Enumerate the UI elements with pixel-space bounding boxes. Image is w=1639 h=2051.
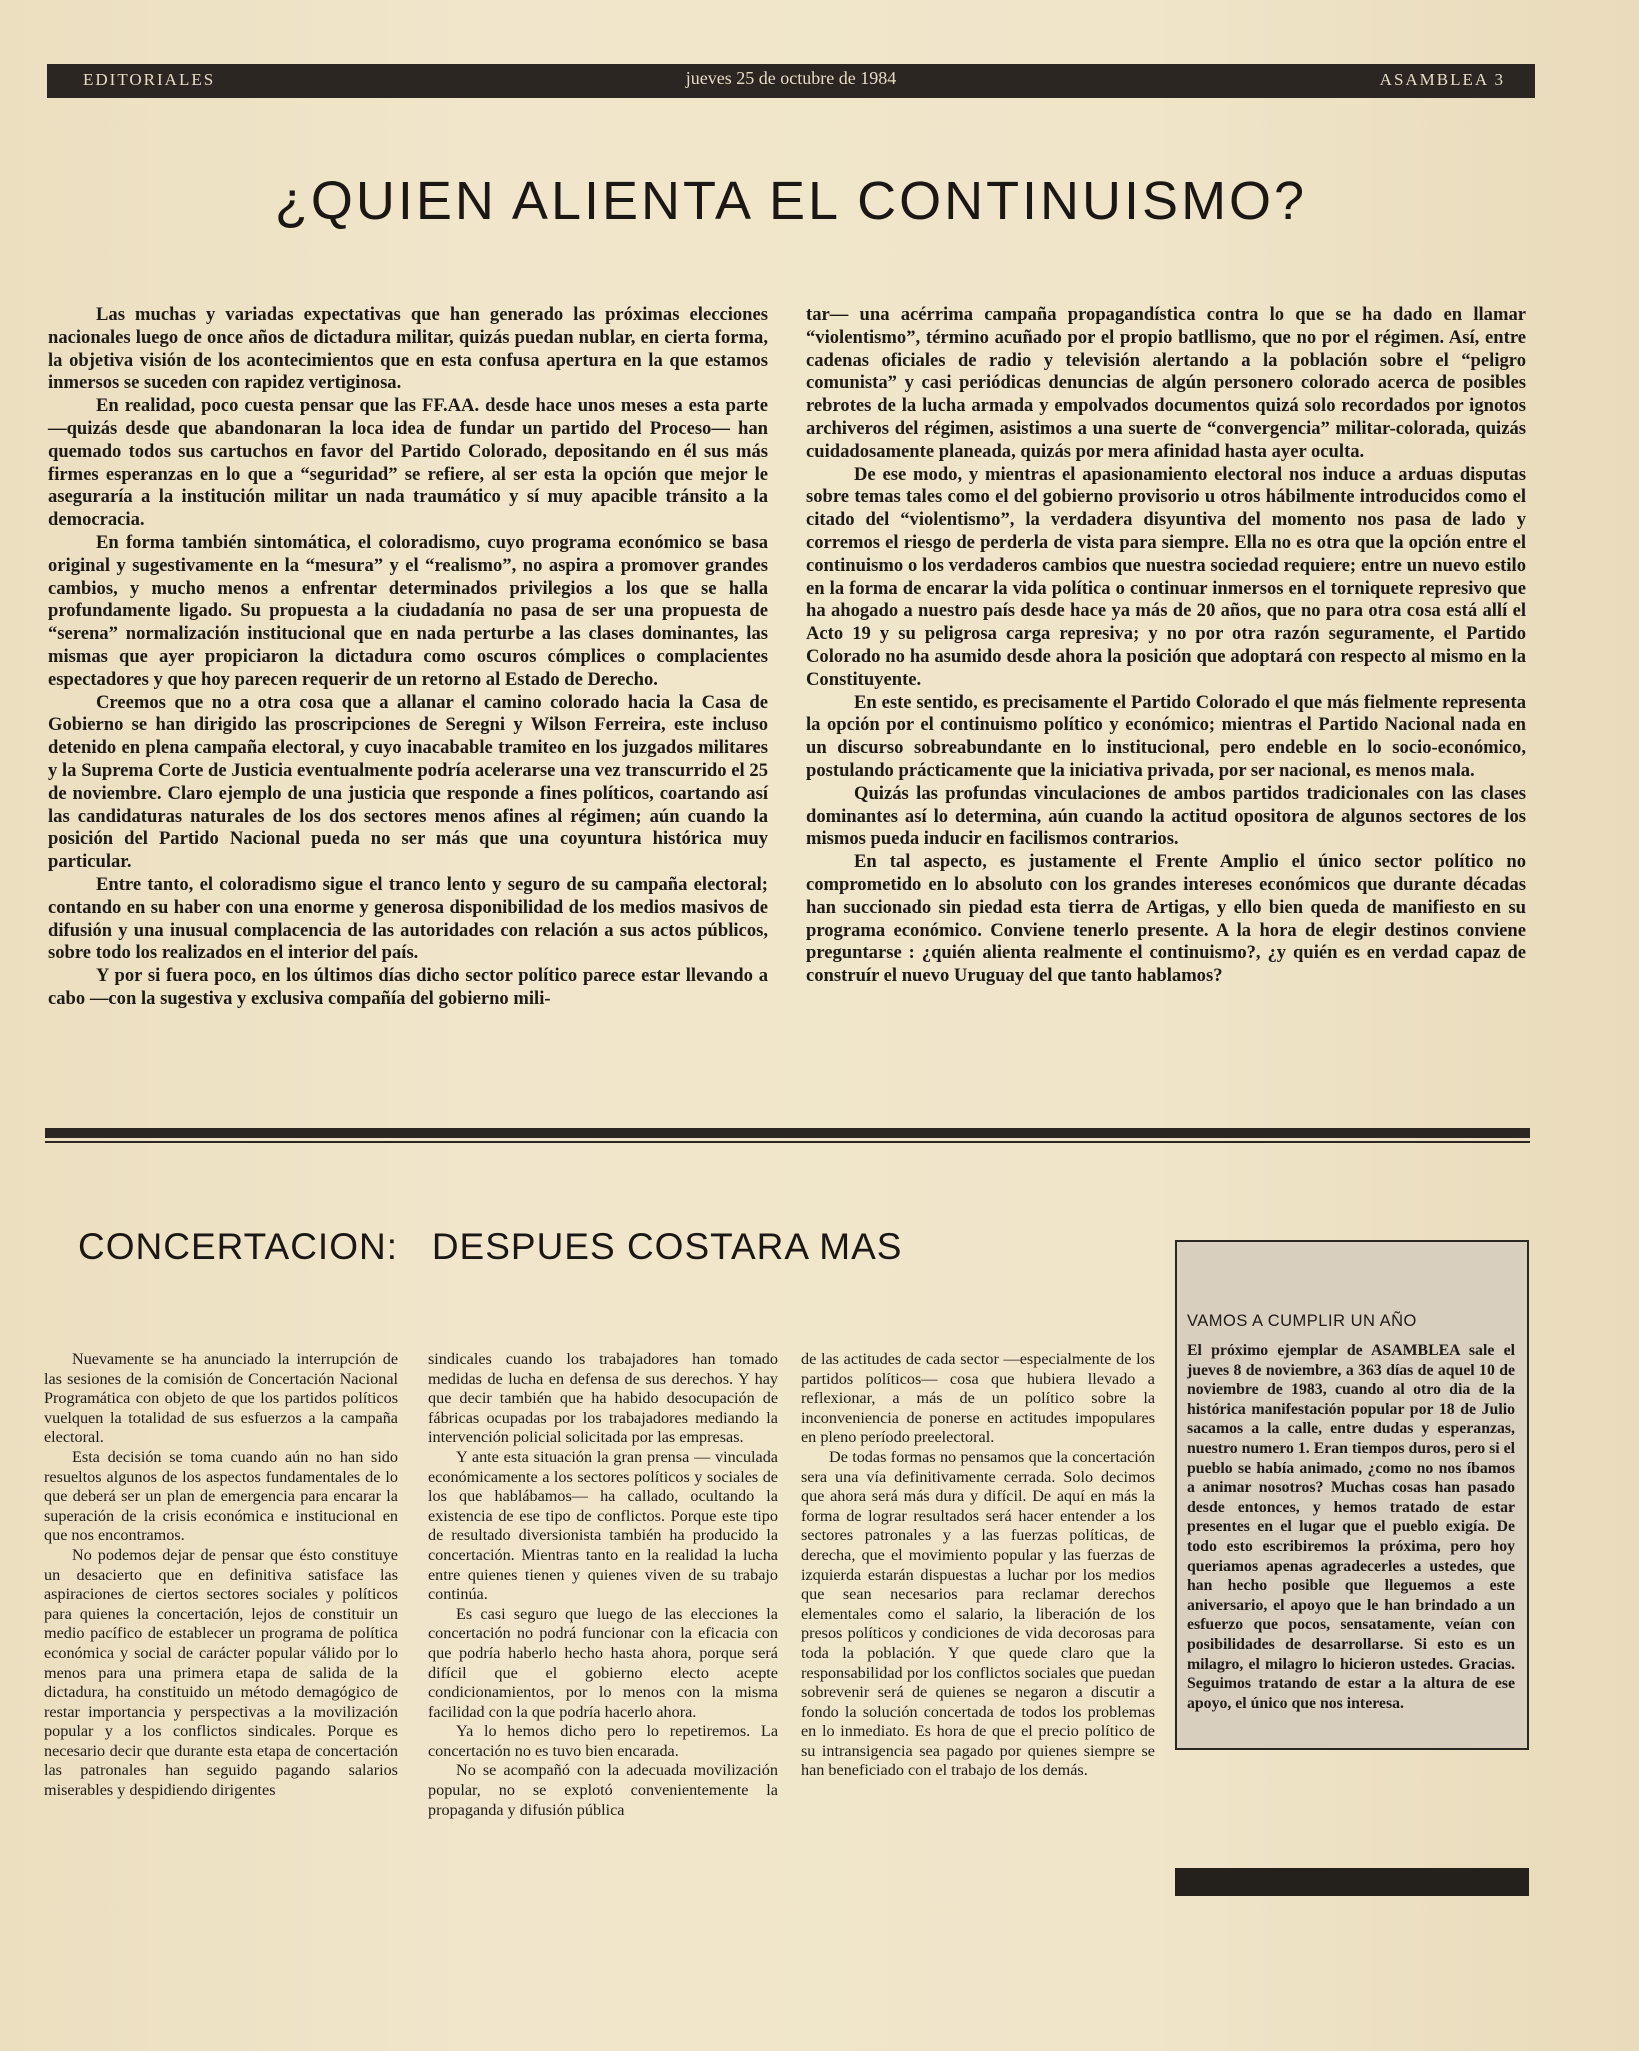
- paragraph: No podemos dejar de pensar que ésto constituye un desacierto que en definitiva satisface las aspiraciones de ciertos sectores sociales y políticos para quienes la concertación, lejos de constituir un medio pacífico de establecer un programa de política económica y social de carácter popular válido por lo menos para una primera etapa de salida de la dictadura, ha constituido un método demagógico de restar importancia y perspectivas a la movilización popular y a los conflictos sindicales. Porque es necesario decir que durante esta etapa de concertación las patronales han seguido pagando salarios miserables y despidiendo dirigentes: [44, 1545, 398, 1800]
- article-column-3: [801, 1350, 1155, 1781]
- paragraph: De todas formas no pensamos que la concertación sera una vía definitivamente cerrada. Solo decimos que ahora será más dura y difícil. De aquí en más la forma de lograr resultados será hacer entender a los sectores patronales y a las fuerzas políticas, de derecha, que el movimiento popular y las fuerzas de izquierda estarán dispuestas a luchar por los medios que sean necesarios para reclamar derechos elementales como el salario, la liberación de los presos políticos y condiciones de vida decorosas para toda la población. Y que quede claro que la responsabilidad por los conflictos sociales que puedan sobrevenir será de quienes se negaron a discutir a fondo la solución concertada de todos los problemas en lo inmediato. Es hora de que el precio político de su intransigencia sea pagado por quienes siempre se han beneficiado con el trabajo de los demás.: [801, 1447, 1155, 1780]
- page-header-bar: [47, 64, 1535, 98]
- article-column-2: [428, 1350, 778, 1820]
- paragraph: En tal aspecto, es justamente el Frente Amplio el único sector político no comprometido en lo absoluto con los grandes intereses económicos que durante décadas han succionado sin piedad esta tierra de Artigas, y ello bien queda de manifiesto en su programa económico. Conviene tenerlo presente. A la hora de elegir destinos conviene preguntarse : ¿quién alienta realmente el continuismo?, ¿y quién es en verdad capaz de construír el nuevo Uruguay del que tanto hablamos?: [806, 851, 1526, 987]
- paragraph: Creemos que no a otra cosa que a allanar el camino colorado hacia la Casa de Gobierno se han dirigido las proscripciones de Seregni y Wilson Ferreira, este incluso detenido en plena campaña electoral, y cuyo inacabable tramiteo en los juzgados militares y la Suprema Corte de Justicia eventualmente podría acelerarse una vez transcurrido el 25 de noviembre. Claro ejemplo de una justicia que responde a fines políticos, coartando así las candidaturas naturales de los dos sectores menos afines al régimen; aún cuando la posición del Partido Nacional pueda no ser más que una coyuntura histórica muy particular.: [48, 691, 768, 873]
- paragraph: Nuevamente se ha anunciado la interrupción de las sesiones de la comisión de Concertación Nacional Programática con objeto de que los partidos políticos vuelquen la totalidad de sus esfuerzos a la campaña electoral.: [44, 1350, 398, 1447]
- paragraph: Ya lo hemos dicho pero lo repetiremos. La concertación no es tuvo bien encarada.: [428, 1722, 778, 1760]
- paragraph: sindicales cuando los trabajadores han tomado medidas de lucha en defensa de sus derechos. Y hay que decir también que ha habido desocupación de fábricas ocupadas por los trabajadores mediando la intervención policial solicitada por las empresas.: [428, 1350, 778, 1447]
- announcement-body: El próximo ejemplar de ASAMBLEA sale el jueves 8 de noviembre, a 363 días de aquel 10 de noviembre de 1983, cuando al otro dia de la histórica manifestación popular por 18 de Julio sacamos a la calle, entre dudas y esperanzas, nuestro numero 1. Eran tiempos duros, pero si el pueblo se había animado, ¿como no nos íbamos a animar nosotros? Muchas cosas han pasado desde entonces, y hemos tratado de estar presentes en el lugar que el pueblo exigía. De todo esto escribiremos la próxima, pero hoy queriamos apenas agradecerles a ustedes, que han hecho posible que lleguemos a este aniversario, el apoyo que le han brindado a un esfuerzo que pocos, sensatamente, veían con posibilidades de desarrollarse. Si esto es un milagro, el milagro lo hicieron ustedes. Gracias. Seguimos tratando de estar a la altura de ese apoyo, el único que nos interesa.: [1187, 1342, 1515, 1712]
- paragraph: Y por si fuera poco, en los últimos días dicho sector político parece estar llevando a cabo —con la sugestiva y exclusiva compañía del gobierno mili-: [48, 965, 768, 1009]
- paragraph: tar— una acérrima campaña propagandística contra lo que se ha dado en llamar “violentismo”, término acuñado por el propio batllismo, que no por el régimen. Así, entre cadenas oficiales de radio y televisión alertando a la población sobre el “peligro comunista” y casi periódicas denuncias de algún personero colorado acerca de posibles rebrotes de la lucha armada y empolvados documentos quizá solo recordados por ignotos archiveros del régimen, asistimos a una suerte de “convergencia” militar-colorada, quizás cuidadosamente planeada, quizás por mera afinidad hasta ayer oculta.: [806, 304, 1526, 462]
- paragraph: Y ante esta situación la gran prensa — vinculada económicamente a los sectores políticos y sociales de los que hablábamos— ha callado, ocultando la existencia de ese tipo de conflictos. Porque este tipo de resultado diversionista también ha producido la concertación. Mientras tanto en la realidad la lucha entre quienes tienen y quienes viven de su trabajo continúa.: [428, 1447, 778, 1604]
- paragraph: Esta decisión se toma cuando aún no han sido resueltos algunos de los aspectos fundamentales de lo que deberá ser un plan de emergencia para encarar la superación de la crisis económica e institucional en que nos encontramos.: [44, 1447, 398, 1545]
- section-divider-thin: [45, 1141, 1530, 1143]
- editorial-column-right: [806, 304, 1526, 988]
- article-headline: CONCERTACION: DESPUES COSTARA MAS: [78, 1226, 903, 1267]
- section-divider: [45, 1128, 1530, 1138]
- paragraph: En realidad, poco cuesta pensar que las FF.AA. desde hace unos meses a esta parte —quizás desde que abandonaran la loca idea de fundar un partido del Proceso— han quemado todos sus cartuchos en favor del Partido Colorado, depositando en él sus más firmes esperanzas en lo que a “seguridad” se refiere, al ser esta la opción que mejor le aseguraría a la institución militar un nada traumático y sí muy apacible tránsito a la democracia.: [48, 395, 768, 531]
- page-number: ASAMBLEA 3: [1379, 70, 1505, 89]
- announcement-footer-bar: [1175, 1868, 1529, 1896]
- paragraph: No se acompañó con la adecuada movilización popular, no se explotó convenientemente la propaganda y difusión pública: [428, 1761, 778, 1819]
- paragraph: Es casi seguro que luego de las elecciones la concertación no podrá funcionar con la eficacia con que podría haberlo hecho hasta ahora, porque será difícil que el gobierno electo acepte condicionamientos, por lo menos con la misma facilidad con la que podría hacerlo ahora.: [428, 1604, 778, 1721]
- article-column-1: [44, 1350, 398, 1801]
- paragraph: Las muchas y variadas expectativas que han generado las próximas elecciones nacionales luego de once años de dictadura militar, quizás puedan nublar, en cierta forma, la objetiva visión de los acontecimientos que en esta confusa apertura en la que estamos inmersos se suceden con rapidez vertiginosa.: [48, 304, 768, 394]
- paragraph: En este sentido, es precisamente el Partido Colorado el que más fielmente representa la opción por el continuismo político y económico; mientras el Partido Nacional nada en un discurso sobreabundante en lo institucional, pero endeble en lo socio-económico, postulando prácticamente que la iniciativa privada, por ser nacional, es menos mala.: [806, 691, 1526, 781]
- announcement-title: VAMOS A CUMPLIR UN AÑO: [1187, 1312, 1417, 1330]
- paragraph: Entre tanto, el coloradismo sigue el tranco lento y seguro de su campaña electoral; contando en su haber con una enorme y generosa disponibilidad de los medios masivos de difusión y una inusual complacencia de las autoridades con relación a sus actos públicos, sobre todo los realizados en el interior del país.: [48, 873, 768, 964]
- announcement-box: [1175, 1240, 1529, 1750]
- paragraph: de las actitudes de cada sector —especialmente de los partidos políticos— cosa que hubiera llevado a reflexionar, a más de un político sobre la inconveniencia de ponerse en actitudes impopulares en pleno período preelectoral.: [801, 1350, 1155, 1447]
- editorial-headline: ¿QUIEN ALIENTA EL CONTINUISMO?: [274, 171, 1308, 231]
- editorial-column-left: [48, 304, 768, 1011]
- section-label: EDITORIALES: [83, 70, 216, 89]
- paragraph: Quizás las profundas vinculaciones de ambos partidos tradicionales con las clases dominantes así lo determina, aún cuando la actitud opositora de algunos sectores de los mismos pueda inducir en facilismos contrarios.: [806, 782, 1526, 850]
- paragraph: De ese modo, y mientras el apasionamiento electoral nos induce a arduas disputas sobre temas tales como el del gobierno provisorio u otros hábilmente introducidos como el citado del “violentismo”, la verdadera disyuntiva del momento nos pasa de lado y corremos el riesgo de perderla de vista para siempre. Ella no es otra que la opción entre el continuismo o los verdaderos cambios que nuestra sociedad requiere; entre un nuevo estilo en la forma de encarar la vida política o continuar inmersos en el torniquete represivo que ha ahogado a nuestro país desde hace ya más de 20 años, que no para otra cosa está allí el Acto 19 y su peligrosa carga represiva; y no por otra razón seguramente, el Partido Colorado no ha asumido desde ahora la posición que adoptará con respecto al mismo en la Constituyente.: [806, 463, 1526, 690]
- issue-date: jueves 25 de octubre de 1984: [685, 68, 897, 88]
- paragraph: En forma también sintomática, el coloradismo, cuyo programa económico se basa original y sugestivamente en la “mesura” y el “realismo”, no aspira a promover grandes cambios, y mucho menos a enfrentar determinados privilegios a los que se halla profundamente ligado. Su propuesta a la ciudadanía no pasa de ser una propuesta de “serena” normalización institucional que en nada perturbe a las clases dominantes, las mismas que ayer propiciaron la dictadura como oscuros cómplices o complacientes espectadores y que hoy parecen requerir de un retorno al Estado de Derecho.: [48, 531, 768, 690]
